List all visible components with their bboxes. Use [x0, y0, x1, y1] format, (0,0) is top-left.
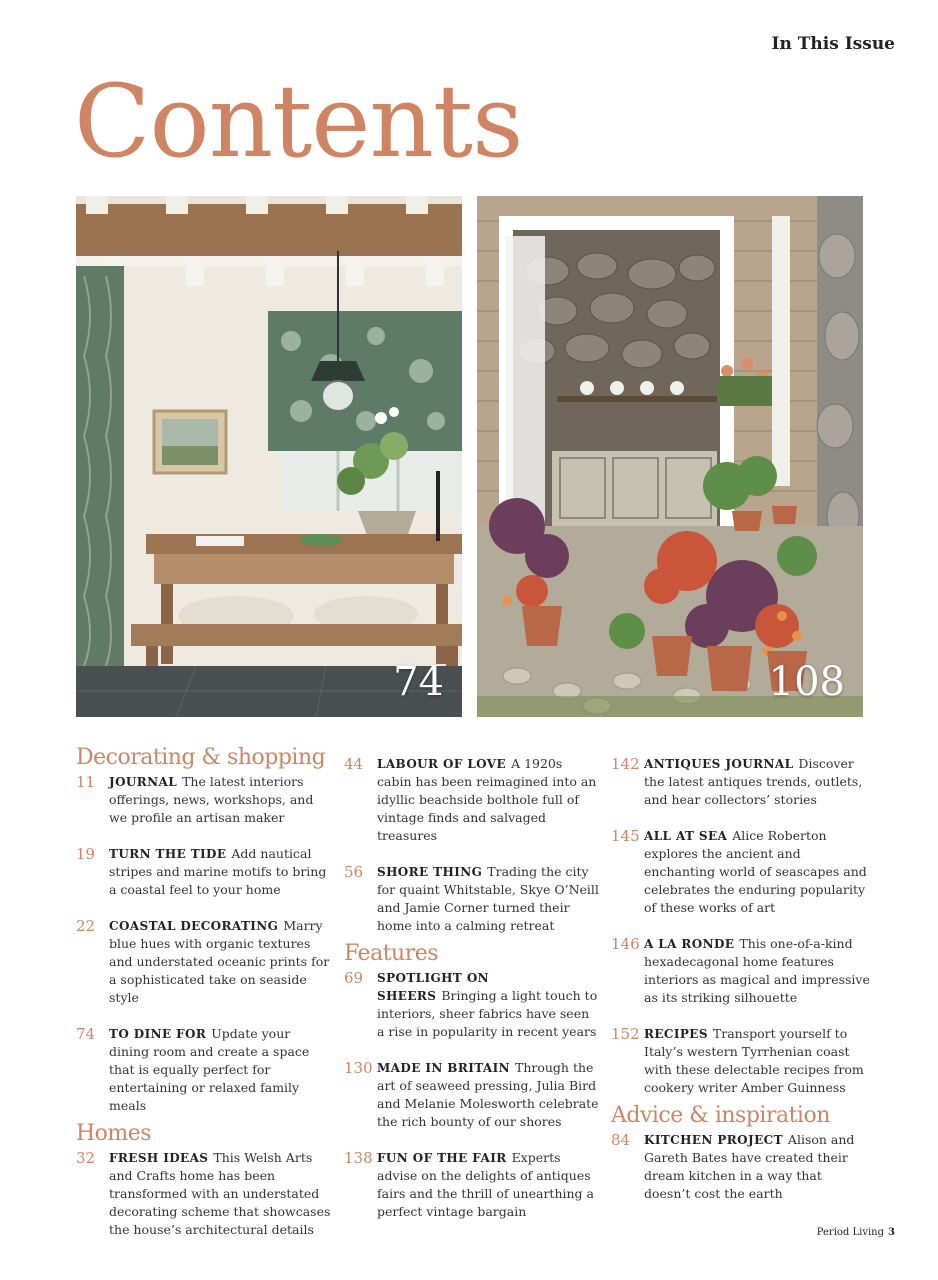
entry-title: A LA RONDE — [644, 937, 735, 951]
entry-title: MADE IN BRITAIN — [377, 1061, 510, 1075]
entry-title: SHORE THING — [377, 865, 483, 879]
contents-entry[interactable] — [344, 755, 599, 845]
section-heading-advice: Advice & inspiration — [611, 1103, 830, 1128]
page-number: 22 — [76, 917, 96, 935]
page-number: 152 — [611, 1025, 640, 1043]
page-number: 32 — [76, 1149, 96, 1167]
outdoor-kitchen-photo[interactable] — [477, 196, 863, 717]
contents-column-3 — [611, 755, 871, 1221]
entry-description: Trading the city for quaint Whitstable, Skye O’Neill and Jamie Corner turned their home into a calming retreat — [377, 864, 599, 933]
section-heading-decorating: Decorating & shopping — [76, 745, 326, 770]
contents-entry[interactable] — [611, 1131, 871, 1203]
page-number: 11 — [76, 773, 96, 791]
folio-number: 3 — [888, 1227, 895, 1238]
entry-description: Discover the latest antiques trends, outlets, and hear collectors’ stories — [644, 756, 863, 807]
entry-title: FRESH IDEAS — [109, 1151, 209, 1165]
entry-description: Through the art of seaweed pressing, Julia Bird and Melanie Molesworth celebrate the rich bounty of our shores — [377, 1060, 599, 1129]
dining-room-photo[interactable] — [76, 196, 462, 717]
contents-column-1 — [76, 745, 331, 1257]
entry-description: Alice Roberton explores the ancient and enchanting world of seascapes and celebrates the enduring popularity of these works of art — [644, 828, 867, 915]
entry-title: KITCHEN PROJECT — [644, 1133, 783, 1147]
page-number: 19 — [76, 845, 96, 863]
entry-description: This one-of-a-kind hexadecagonal home features interiors as magical and impressive as its striking silhouette — [644, 936, 870, 1005]
section-heading-homes: Homes — [76, 1121, 152, 1146]
contents-column-2 — [344, 755, 599, 1239]
entry-description: This Welsh Arts and Crafts home has been transformed with an understated decorating scheme that showcases the house’s architectural details — [109, 1150, 331, 1237]
contents-entry[interactable] — [344, 1149, 599, 1221]
contents-entry[interactable] — [76, 1149, 331, 1239]
contents-entry[interactable] — [76, 773, 331, 827]
dining-room-illustration — [76, 196, 462, 717]
contents-entry[interactable] — [344, 863, 599, 935]
entry-description: Add nautical stripes and marine motifs to bring a coastal feel to your home — [109, 846, 327, 897]
contents-entry[interactable] — [76, 845, 331, 899]
entry-description: Marry blue hues with organic textures and understated oceanic prints for a sophisticated take on seaside style — [109, 918, 330, 1005]
entry-title: SPOTLIGHT ON SHEERS — [377, 971, 490, 1003]
contents-entry[interactable] — [611, 755, 871, 809]
entry-title: TO DINE FOR — [109, 1027, 207, 1041]
page-footer — [817, 1227, 895, 1238]
outdoor-kitchen-illustration — [477, 196, 863, 717]
page-number: 56 — [344, 863, 364, 881]
contents-entry[interactable] — [611, 1025, 871, 1097]
contents-entry[interactable] — [344, 1059, 599, 1131]
entry-title: FUN OF THE FAIR — [377, 1151, 507, 1165]
page-number: 145 — [611, 827, 640, 845]
contents-entry[interactable] — [344, 969, 599, 1041]
page-number: 69 — [344, 969, 364, 987]
page-number: 138 — [344, 1149, 373, 1167]
page-number: 130 — [344, 1059, 373, 1077]
page-number: 84 — [611, 1131, 631, 1149]
magazine-name: Period Living — [816, 1227, 885, 1238]
page-title: Contents — [74, 63, 523, 180]
entry-description: A 1920s cabin has been reimagined into an idyllic beachside bolthole full of vintage finds and salvaged treasures — [377, 756, 597, 843]
section-heading-features: Features — [344, 941, 439, 966]
entry-title: TURN THE TIDE — [109, 847, 227, 861]
page-number-tag: 108 — [768, 659, 845, 705]
page-number: 146 — [611, 935, 640, 953]
entry-description: Transport yourself to Italy’s western Tyrrhenian coast with these delectable recipes from cookery writer Amber Guinness — [644, 1026, 864, 1095]
entry-description: Experts advise on the delights of antiques fairs and the thrill of unearthing a perfect vintage bargain — [377, 1150, 594, 1219]
page-number-tag: 74 — [393, 659, 444, 705]
page-number: 44 — [344, 755, 364, 773]
entry-description: The latest interiors offerings, news, workshops, and we profile an artisan maker — [109, 774, 314, 825]
entry-title: RECIPES — [644, 1027, 708, 1041]
page-number: 142 — [611, 755, 640, 773]
page-number: 74 — [76, 1025, 96, 1043]
contents-entry[interactable] — [76, 917, 331, 1007]
entry-description: Alison and Gareth Bates have created their dream kitchen in a way that doesn’t cost the earth — [644, 1132, 855, 1201]
contents-entry[interactable] — [611, 827, 871, 917]
entry-title: LABOUR OF LOVE — [377, 757, 507, 771]
contents-entry[interactable] — [76, 1025, 331, 1115]
entry-title: ALL AT SEA — [644, 829, 728, 843]
entry-title: ANTIQUES JOURNAL — [644, 757, 794, 771]
entry-title: JOURNAL — [109, 775, 178, 789]
contents-entry[interactable] — [611, 935, 871, 1007]
section-label: In This Issue — [771, 34, 895, 54]
entry-description: Update your dining room and create a space that is equally perfect for entertaining or relaxed family meals — [109, 1026, 310, 1113]
entry-title: COASTAL DECORATING — [109, 919, 279, 933]
entry-description: Bringing a light touch to interiors, sheer fabrics have seen a rise in popularity in recent years — [377, 988, 598, 1039]
